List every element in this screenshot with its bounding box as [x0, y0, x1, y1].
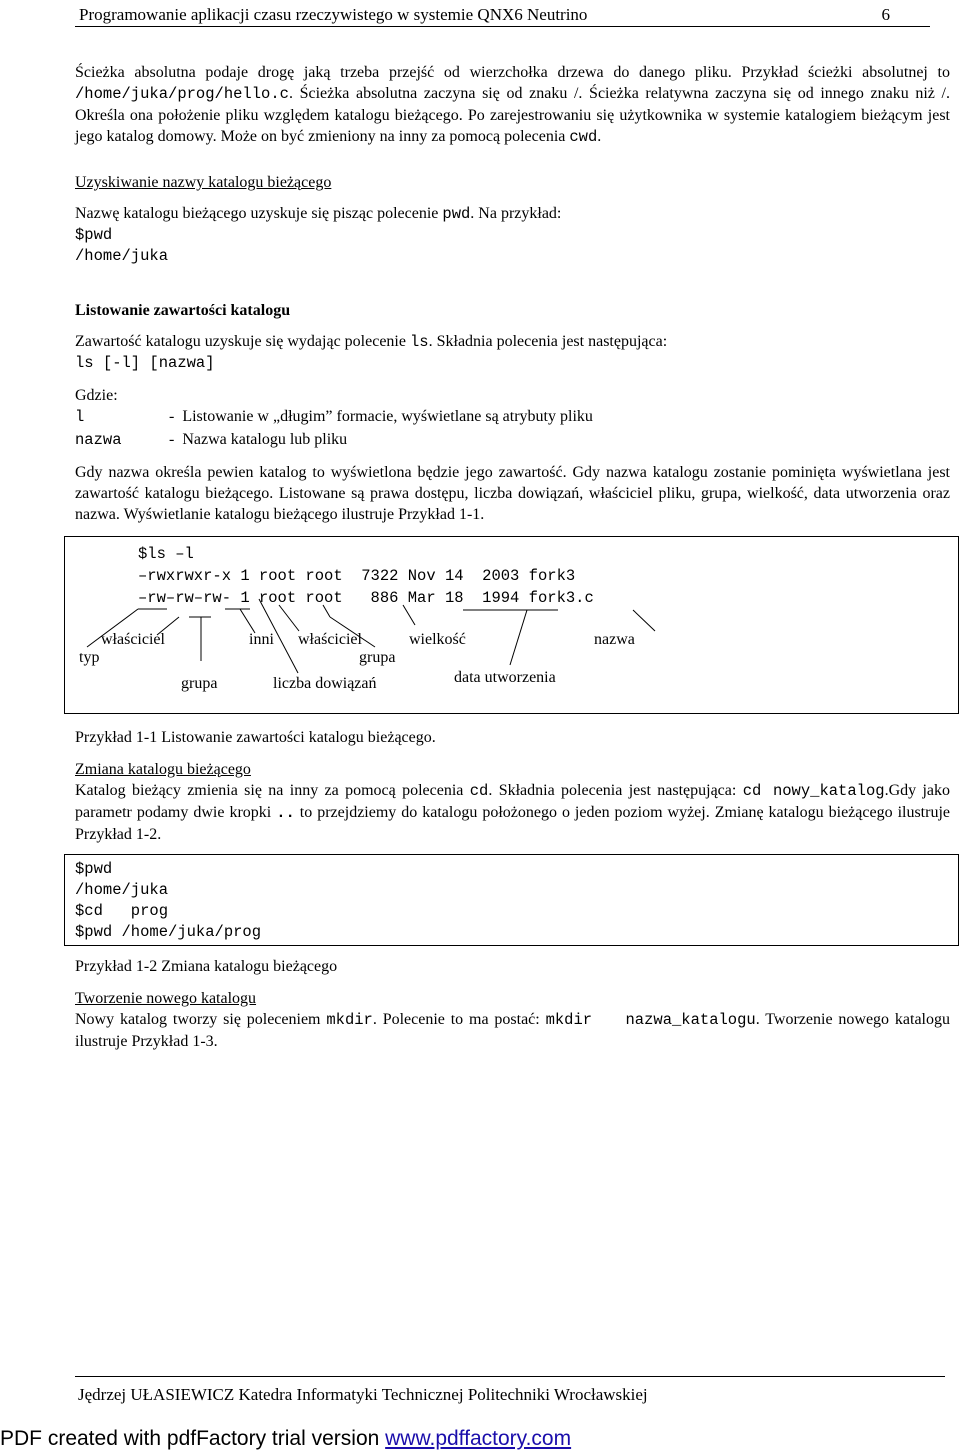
code-line: /home/juka — [75, 247, 169, 265]
code-line: $ls –l — [138, 545, 194, 563]
ls-description: Zawartość katalogu uzyskuje się wydając polecenie ls. Składnia polecenia jest następująca: — [75, 333, 668, 351]
section-heading: Uzyskiwanie nazwy katalogu bieżącego — [75, 174, 332, 191]
section-heading: Tworzenie nowego katalogu — [75, 990, 257, 1007]
label-wielkosc: wielkość — [409, 631, 466, 648]
code-line: $pwd /home/juka/prog — [75, 923, 262, 941]
ls-paragraph: Gdy nazwa określa pewien katalog to wyświetlona będzie jego zawartość. Gdy nazwa katalogu zostanie pominięta wyświetlana jest zawartość katalogu bieżącego. Listowane są prawa dostępu, liczba dowiązań, właściciel pliku, grupa, wielkość, data utworzenia oraz nazwa. Wyświetlanie katalogu bieżącego ilustruje Przykład 1-1. — [75, 464, 950, 523]
section-heading: Listowanie zawartości katalogu — [75, 302, 291, 319]
code-line: –rw–rw–rw- 1 root root 886 Mar 18 1994 fork3.c — [138, 589, 594, 607]
section-heading: Zmiana katalogu bieżącego — [75, 761, 251, 778]
cd-paragraph: Katalog bieżący zmienia się na inny za pomocą polecenia cd. Składnia polecenia jest następująca: cd nowy_katalog.Gdy jako parametr podamy dwie kropki .. to przejdziemy do katalogu położonego o jeden poziom wyżej. Zmianę katalogu bieżącego ilustruje Przykład 1-2. — [75, 782, 951, 843]
pdf-watermark: PDF created with pdfFactory trial version www.pdffactory.com — [0, 1427, 572, 1450]
page-footer: Jędrzej UŁASIEWICZ Katedra Informatyki Technicznej Politechniki Wrocławskiej — [78, 1385, 648, 1404]
code-line: $pwd — [75, 226, 113, 244]
footer-divider — [75, 1376, 945, 1377]
label-wlasciciel-2: właściciel — [298, 631, 362, 648]
cwd-command: cwd — [569, 128, 598, 146]
label-nazwa: nazwa — [594, 631, 635, 648]
where-label: Gdzie: — [75, 387, 118, 404]
section-pwd — [75, 172, 950, 267]
code-line: –rwxrwxr-x 1 root root 7322 Nov 14 2003 fork3 — [138, 567, 576, 585]
example-2-caption: Przykład 1-2 Zmiana katalogu bieżącego — [75, 958, 338, 975]
label-data-utworzenia: data utworzenia — [454, 669, 556, 686]
param-row: nazwa - Nazwa katalogu lub pliku — [75, 431, 348, 449]
label-grupa: grupa — [181, 675, 218, 692]
page-header — [75, 2, 930, 27]
intro-paragraph: Ścieżka absolutna podaje drogę jaką trzeba przejść od wierzchołka drzewa do danego pliku. Przykład ścieżki absolutnej to /home/juka/prog/hello.c. Ścieżka absolutna zaczyna się od znaku /. Ścieżka relatywna zaczyna się od innego znaku niż /. Określa ona położenie pliku względem katalogu bieżącego. Po zarejestrowaniu się użytkownika w systemie katalogiem bieżącym jest jego katalog domowy. Może on być zmieniony na inny za pomocą polecenia cwd. — [75, 64, 950, 146]
mkdir-paragraph: Nowy katalog tworzy się poleceniem mkdir. Polecenie to ma postać: mkdir nazwa_katalogu. Tworzenie nowego katalogu ilustruje Przykład 1-3. — [75, 1011, 950, 1050]
pdffactory-link[interactable]: www.pdffactory.com — [385, 1427, 572, 1450]
label-inni: inni — [249, 631, 274, 648]
path-example: /home/juka/prog/hello.c — [75, 85, 289, 103]
example-1-box — [64, 536, 959, 714]
code-line: $pwd — [75, 860, 113, 878]
code-line: $cd prog — [75, 902, 169, 920]
section-mkdir — [75, 988, 950, 1052]
page-number: 6 — [881, 5, 890, 24]
label-typ: typ — [79, 649, 100, 666]
label-grupa-2: grupa — [359, 649, 396, 666]
example-1-caption: Przykład 1-1 Listowanie zawartości katalogu bieżącego. — [75, 729, 436, 746]
section-ls — [75, 300, 950, 525]
label-wlasciciel: właściciel — [101, 631, 165, 648]
param-row: l - Listowanie w „długim” formacie, wyświetlane są atrybuty pliku — [75, 408, 593, 426]
section-cd — [75, 759, 950, 846]
label-liczba-dowiazan: liczba dowiązań — [273, 675, 377, 692]
code-line: /home/juka — [75, 881, 169, 899]
pwd-description: Nazwę katalogu bieżącego uzyskuje się pisząc polecenie pwd. Na przykład: — [75, 205, 562, 223]
header-title: Programowanie aplikacji czasu rzeczywistego w systemie QNX6 Neutrino — [79, 5, 588, 24]
ls-syntax: ls [-l] [nazwa] — [75, 354, 215, 372]
example-2-box — [64, 854, 959, 946]
